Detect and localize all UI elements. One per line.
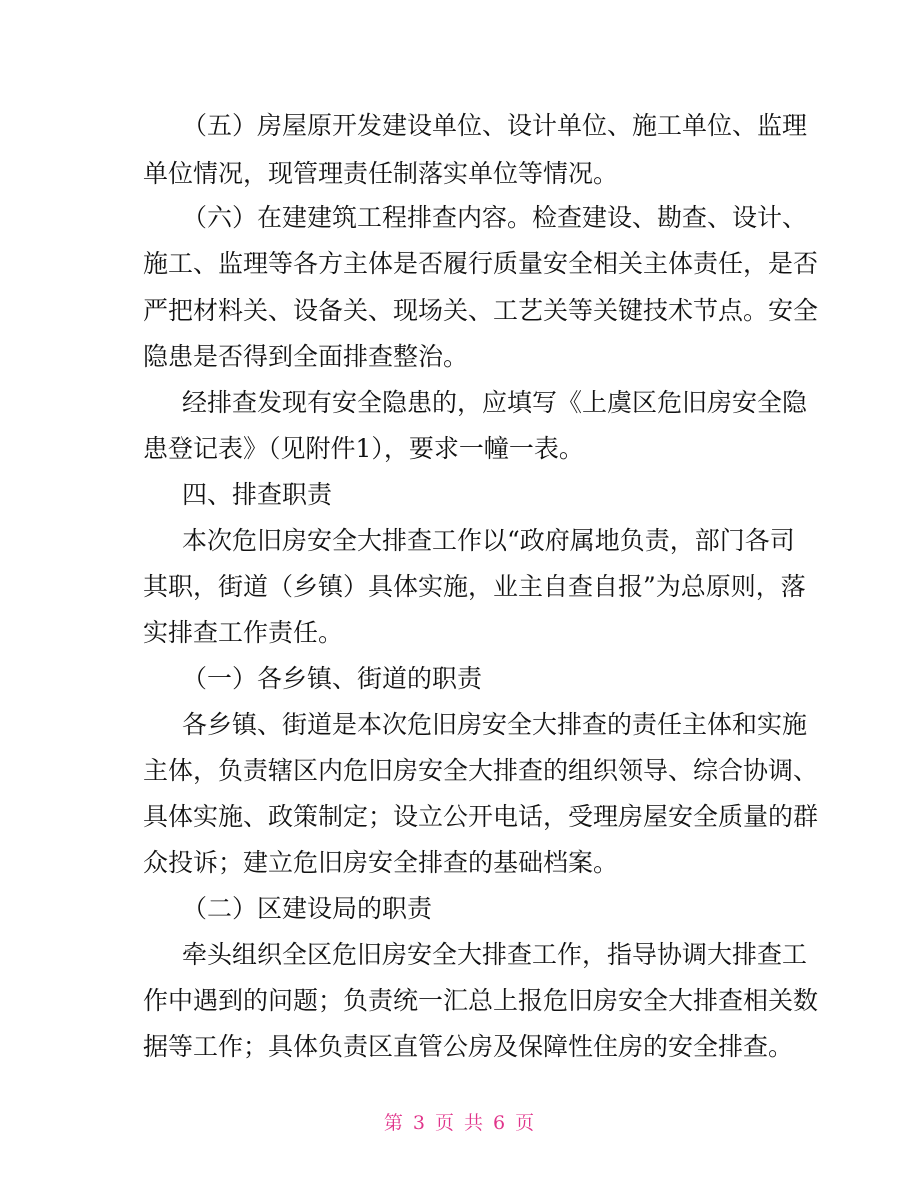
section-heading: 四、排查职责 <box>182 480 333 509</box>
paragraph-line: 患登记表》（见附件1），要求一幢一表。 <box>143 434 584 463</box>
paragraph-line: 经排查发现有安全隐患的，应填写《上虞区危旧房安全隐 <box>182 388 808 417</box>
paragraph-line: 牵头组织全区危旧房安全大排查工作，指导协调大排查工 <box>182 940 808 969</box>
paragraph-line: 据等工作；具体负责区直管公房及保障性住房的安全排查。 <box>143 1032 794 1061</box>
paragraph-line: 其职，街道（乡镇）具体实施，业主自查自报”为总原则，落 <box>143 572 806 601</box>
paragraph-line: 隐患是否得到全面排查整治。 <box>143 342 469 371</box>
paragraph-line: 本次危旧房安全大排查工作以“政府属地负责，部门各司 <box>182 526 795 555</box>
paragraph-line: 各乡镇、街道是本次危旧房安全大排查的责任主体和实施 <box>182 710 808 739</box>
paragraph-line: 单位情况，现管理责任制落实单位等情况。 <box>143 159 619 188</box>
paragraph-line: 众投诉；建立危旧房安全排查的基础档案。 <box>143 848 619 877</box>
subsection-heading: （一）各乡镇、街道的职责 <box>182 664 483 693</box>
page-number-footer: 第 3 页 共 6 页 <box>383 1112 537 1134</box>
paragraph-line: 严把材料关、设备关、现场关、工艺关等关键技术节点。安全 <box>143 296 819 325</box>
paragraph-line: （五）房屋原开发建设单位、设计单位、施工单位、监理 <box>182 111 808 140</box>
paragraph-line: 施工、监理等各方主体是否履行质量安全相关主体责任，是否 <box>143 249 819 278</box>
paragraph-line: 具体实施、政策制定；设立公开电话，受理房屋安全质量的群 <box>143 802 819 831</box>
paragraph-line: 实排查工作责任。 <box>143 618 344 647</box>
paragraph-line: 作中遇到的问题；负责统一汇总上报危旧房安全大排查相关数 <box>143 986 819 1015</box>
paragraph-line: 主体，负责辖区内危旧房安全大排查的组织领导、综合协调、 <box>143 756 819 785</box>
paragraph-line: （六）在建建筑工程排查内容。检查建设、勘查、设计、 <box>182 203 808 232</box>
subsection-heading: （二）区建设局的职责 <box>182 894 433 923</box>
